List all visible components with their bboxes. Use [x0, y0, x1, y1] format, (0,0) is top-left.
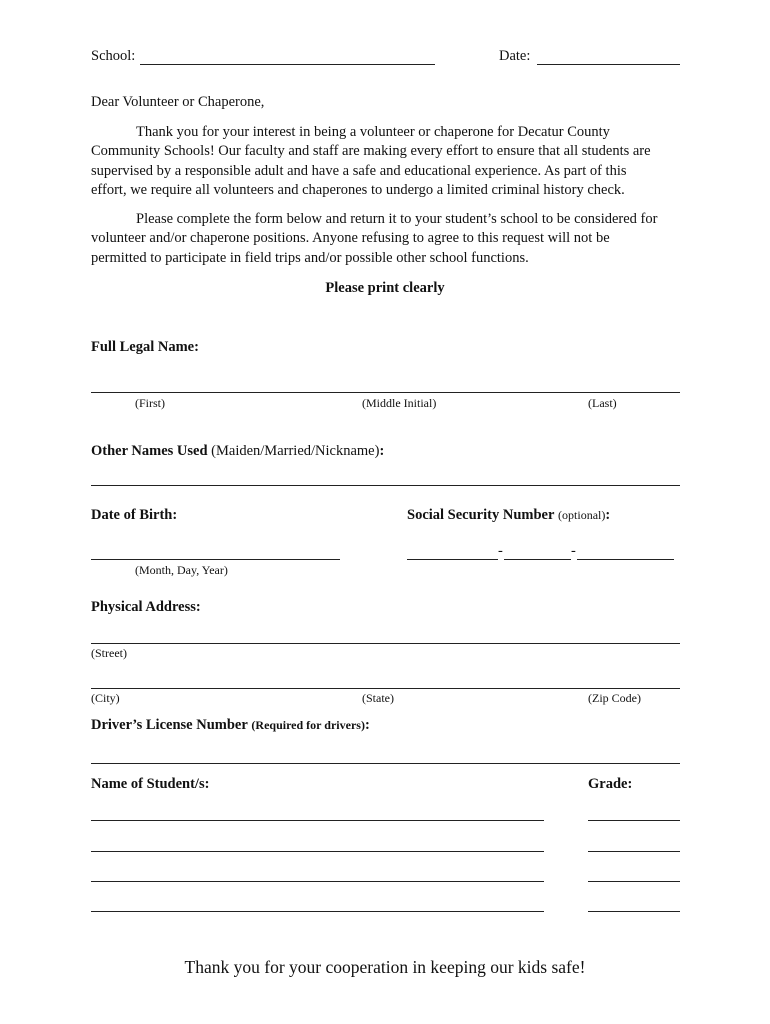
instructions-line-1: Please complete the form below and return it to your student’s school to be considered for — [136, 211, 658, 227]
license-label: Driver’s License Number — [91, 717, 248, 733]
zip-hint: (Zip Code) — [588, 691, 641, 705]
student-name-line-4[interactable] — [91, 911, 544, 912]
city-state-zip-field-line[interactable] — [91, 688, 680, 689]
license-label-group — [91, 717, 370, 734]
instructions-line-3: permitted to participate in field trips and/or possible other school functions. — [91, 249, 529, 266]
street-hint: (Street) — [91, 646, 127, 660]
intro-paragraph — [91, 123, 686, 200]
other-names-label-group — [91, 443, 384, 460]
intro-line-1: Thank you for your interest in being a volunteer or chaperone for Decatur County — [136, 124, 610, 140]
intro-line-4: effort, we require all volunteers and chaperones to undergo a limited criminal history check. — [91, 181, 625, 198]
ssn-dash-1: - — [498, 543, 503, 559]
first-name-hint: (First) — [135, 396, 165, 410]
date-field-line[interactable] — [537, 64, 680, 65]
full-name-label: Full Legal Name: — [91, 339, 199, 355]
other-names-label: Other Names Used — [91, 443, 208, 459]
dob-field-line[interactable] — [91, 559, 340, 560]
instructions-paragraph — [91, 210, 686, 268]
address-label: Physical Address: — [91, 599, 201, 615]
student-name-line-2[interactable] — [91, 851, 544, 852]
state-hint: (State) — [362, 691, 394, 705]
other-names-colon: : — [379, 443, 385, 459]
other-names-field-line[interactable] — [91, 485, 680, 486]
license-colon: : — [364, 717, 370, 733]
city-hint: (City) — [91, 691, 120, 705]
date-label: Date: — [499, 48, 531, 64]
ssn-label-group — [407, 507, 610, 524]
last-name-hint: (Last) — [588, 396, 617, 410]
student-grade-line-2[interactable] — [588, 851, 680, 852]
grade-label: Grade: — [588, 776, 633, 792]
ssn-part3-line[interactable] — [577, 559, 674, 560]
street-field-line[interactable] — [91, 643, 680, 644]
ssn-optional-hint: (optional) — [558, 508, 606, 522]
ssn-dash-2: - — [571, 543, 576, 559]
intro-line-3: supervised by a responsible adult and have a safe and educational experience. As part of this — [91, 162, 627, 179]
full-name-field-line[interactable] — [91, 392, 680, 393]
instructions-line-2: volunteer and/or chaperone positions. Anyone refusing to agree to this request will not be — [91, 230, 610, 247]
student-grade-line-3[interactable] — [588, 881, 680, 882]
student-grade-line-1[interactable] — [588, 820, 680, 821]
ssn-part1-line[interactable] — [407, 559, 498, 560]
student-name-line-1[interactable] — [91, 820, 544, 821]
student-grade-line-4[interactable] — [588, 911, 680, 912]
dob-hint: (Month, Day, Year) — [135, 563, 228, 577]
license-field-line[interactable] — [91, 763, 680, 764]
other-names-hint: (Maiden/Married/Nickname) — [211, 443, 380, 459]
salutation: Dear Volunteer or Chaperone, — [91, 94, 265, 110]
school-field-line[interactable] — [140, 64, 435, 65]
dob-label: Date of Birth: — [91, 507, 178, 523]
ssn-label: Social Security Number — [407, 507, 555, 523]
intro-line-2: Community Schools! Our faculty and staff are making every effort to ensure that all students are — [91, 143, 651, 160]
student-name-line-3[interactable] — [91, 881, 544, 882]
license-hint: (Required for drivers) — [251, 718, 365, 732]
ssn-colon: : — [605, 507, 611, 523]
students-label: Name of Student/s: — [91, 776, 210, 792]
ssn-part2-line[interactable] — [504, 559, 571, 560]
print-clearly-heading: Please print clearly — [325, 280, 445, 296]
middle-initial-hint: (Middle Initial) — [362, 396, 437, 410]
school-label: School: — [91, 48, 136, 64]
footer-thanks: Thank you for your cooperation in keeping our kids safe! — [184, 957, 586, 977]
